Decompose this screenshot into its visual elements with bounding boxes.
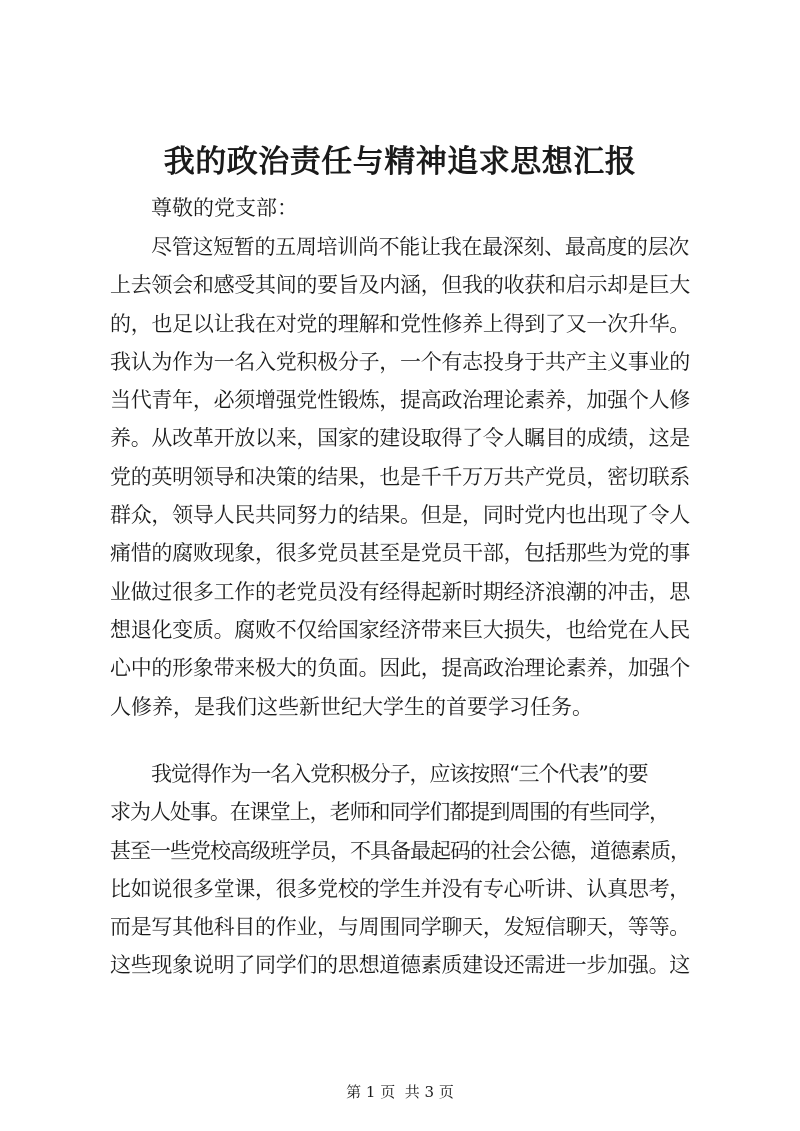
paragraph-line: 的，也足以让我在对党的理解和党性修养上得到了又一次升华。 [110,311,690,336]
paragraph-2 [110,755,690,985]
paragraph-line: 我认为作为一名入党积极分子，一个有志投身于共产主义事业的 [110,349,690,374]
paragraph-line: 心中的形象带来极大的负面。因此，提高政治理论素养，加强个 [110,656,690,681]
paragraph-line: 业做过很多工作的老党员没有经得起新时期经济浪潮的冲击，思 [110,579,690,604]
paragraph-line: 当代青年，必须增强党性锻炼，提高政治理论素养，加强个人修 [110,388,690,413]
salutation: 尊敬的党支部： [151,196,298,220]
paragraph-line: 甚至一些党校高级班学员，不具备最起码的社会公德，道德素质， [110,838,690,863]
paragraph-line: 养。从改革开放以来，国家的建设取得了令人瞩目的成绩，这是 [110,426,690,451]
paragraph-1 [110,228,690,726]
paragraph-line: 尽管这短暂的五周培训尚不能让我在最深刻、最高度的层次 [151,235,689,259]
page-footer: 第 1 页 共 3 页 [346,1083,454,1101]
paragraph-line: 而是写其他科目的作业，与周围同学聊天，发短信聊天，等等。 [110,915,690,940]
paragraph-line: 求为人处事。在课堂上，老师和同学们都提到周围的有些同学， [110,800,669,825]
paragraph-line: 我觉得作为一名入党积极分子，应该按照“三个代表”的要 [151,762,648,786]
paragraph-line: 党的英明领导和决策的结果，也是千千万万共产党员，密切联系 [110,464,690,489]
paragraph-line: 群众，领导人民共同努力的结果。但是，同时党内也出现了令人 [110,503,690,528]
paragraph-line: 上去领会和感受其间的要旨及内涵，但我的收获和启示却是巨大 [110,273,690,298]
document-title: 我的政治责任与精神追求思想汇报 [163,144,637,180]
paragraph-line: 痛惜的腐败现象，很多党员甚至是党员干部，包括那些为党的事 [110,541,690,566]
paragraph-line: 人修养，是我们这些新世纪大学生的首要学习任务。 [110,694,593,719]
paragraph-line: 这些现象说明了同学们的思想道德素质建设还需进一步加强。这 [110,953,690,978]
paragraph-line: 想退化变质。腐败不仅给国家经济带来巨大损失，也给党在人民 [110,617,690,642]
paragraph-line: 比如说很多堂课，很多党校的学生并没有专心听讲、认真思考， [110,876,690,901]
